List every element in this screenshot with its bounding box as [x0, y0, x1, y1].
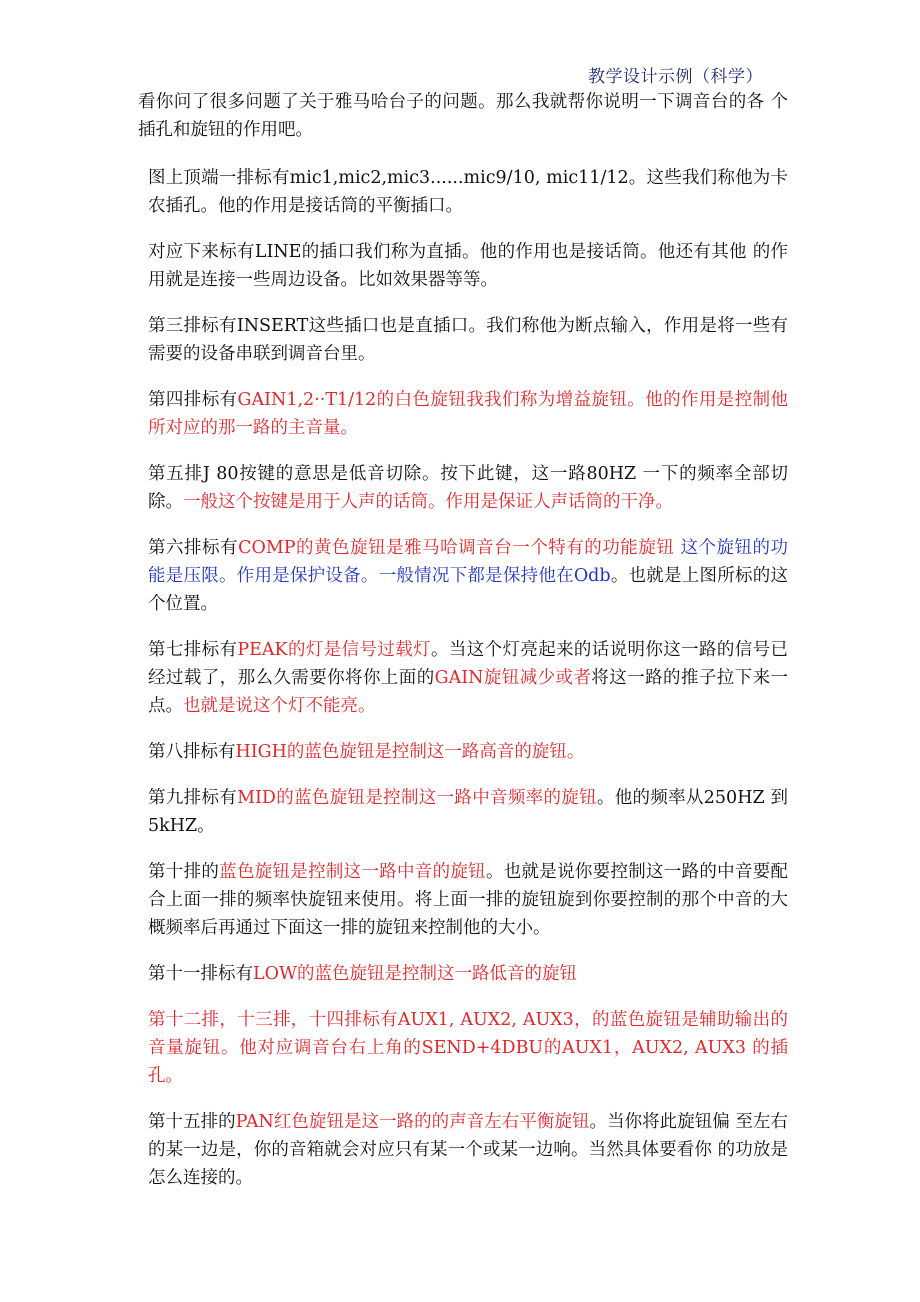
paragraph-row-gain [138, 386, 788, 442]
paragraph-row-10 [138, 858, 788, 942]
text-run: 第四排标有 [148, 390, 238, 410]
text-run: 第十二排，十三排，十四排标有AUX1, AUX2, AUX3，的蓝色旋钮是辅助输出的音量旋钮。他对应调音台右上角的SEND+4DBU的AUX1，AUX2, AUX3 的插孔。 [148, 1010, 788, 1086]
page-header: 教学设计示例（科学） [588, 67, 763, 87]
paragraph-intro [138, 88, 788, 144]
text-run: 第十五排的 [148, 1112, 236, 1132]
paragraph-row-pan [138, 1108, 788, 1192]
text-run: MID的蓝色旋钮是控制这一路中音频率的旋钮 [237, 788, 597, 808]
text-run: 图上顶端一排标有mic1,mic2,mic3......mic9/10, mic11/12。这些我们称他为卡农插孔。他的作用是接话筒的平衡插口。 [148, 168, 788, 216]
text-run: 第十一排标有 [148, 964, 253, 984]
text-run: GAIN1,2··T1/12的白色旋钮我我们称为增益旋钮。他的作用是控制他所对应的那一路的主音量。 [148, 390, 788, 438]
text-run: 。他的频率从250HZ 到 5kHZ。 [148, 788, 788, 836]
text-run: 。当这个灯亮起来的话说明你这一路的信号已经过载了，那么久需要你将你上面的 [148, 640, 789, 688]
text-run: 第九排标有 [148, 788, 238, 808]
paragraph-row-line [138, 238, 788, 294]
text-run: 看你问了很多问题了关于雅马哈台子的问题。那么我就帮你说明一下调音台的各 个插孔和旋钮的作用吧。 [138, 92, 788, 140]
text-run: 第七排标有 [148, 640, 238, 660]
text-run: 蓝色旋钮是控制这一路中音的旋钮 [219, 862, 486, 882]
text-run: HIGH的蓝色旋钮是控制这一路高音的旋钮。 [235, 742, 585, 762]
paragraph-row-mic [138, 164, 788, 220]
text-run: 将这一路的推子拉下来一点。 [148, 668, 789, 716]
paragraph-row-peak [138, 636, 788, 720]
text-run: 第五排J 80按键的意思是低音切除。按下此键，这一路80HZ 一下的频率全部切除。 [148, 464, 788, 512]
paragraph-row-comp [138, 534, 788, 618]
text-run: 的黄色旋钮是雅马哈调音台一个特有的功能旋钮 [295, 538, 681, 558]
text-run: 第八排标有 [148, 742, 236, 762]
text-run: PEAK的灯是信号过载灯 [237, 640, 431, 660]
text-run: LOW的蓝色旋钮是控制这一路低音的旋钮 [253, 964, 577, 984]
text-run: 第六排标有 [148, 538, 239, 558]
text-run: 这个旋钮的功能是压限。作用是保护设备。一般情况下都是保持他在Odb [148, 538, 789, 586]
paragraph-row-high [138, 738, 788, 766]
paragraph-row-80 [138, 460, 788, 516]
text-run: 。也就是上图所标的这个位置。 [148, 566, 789, 614]
paragraph-row-mid [138, 784, 788, 840]
paragraph-row-low [138, 960, 788, 988]
paragraph-row-insert [138, 312, 788, 368]
paragraph-row-aux [138, 1006, 788, 1090]
text-run: COMP [238, 538, 296, 558]
text-run: 一般这个按键是用于人声的话筒。作用是保证人声话筒的干净。 [183, 492, 673, 512]
text-run: GAIN旋钮减少或者 [434, 668, 592, 688]
text-run: 第十排的 [148, 862, 220, 882]
text-run: 。也就是说你要控制这一路的中音要配合上面一排的频率快旋钮来使用。将上面一排的旋钮旋到你要控制的那个中音的大概频率后再通过下面这一排的旋钮来控制他的大小。 [148, 862, 789, 938]
text-run: 。当你将此旋钮偏 至左右的某一边是，你的音箱就会对应只有某一个或某一边响。当然具体要看你 的功放是怎么连接的。 [148, 1112, 789, 1188]
text-run: 第三排标有INSERT这些插口也是直插口。我们称他为断点输入，作用是将一些有需要的设备串联到调音台里。 [148, 316, 788, 364]
text-run: 也就是说这个灯不能亮。 [183, 696, 376, 716]
text-run: PAN红色旋钮是这一路的的声音左右平衡旋钮 [235, 1112, 590, 1132]
document-body [138, 88, 788, 1210]
text-run: 对应下来标有LINE的插口我们称为直插。他的作用也是接话筒。他还有其他 的作用就是连接一些周边设备。比如效果器等等。 [148, 242, 788, 290]
